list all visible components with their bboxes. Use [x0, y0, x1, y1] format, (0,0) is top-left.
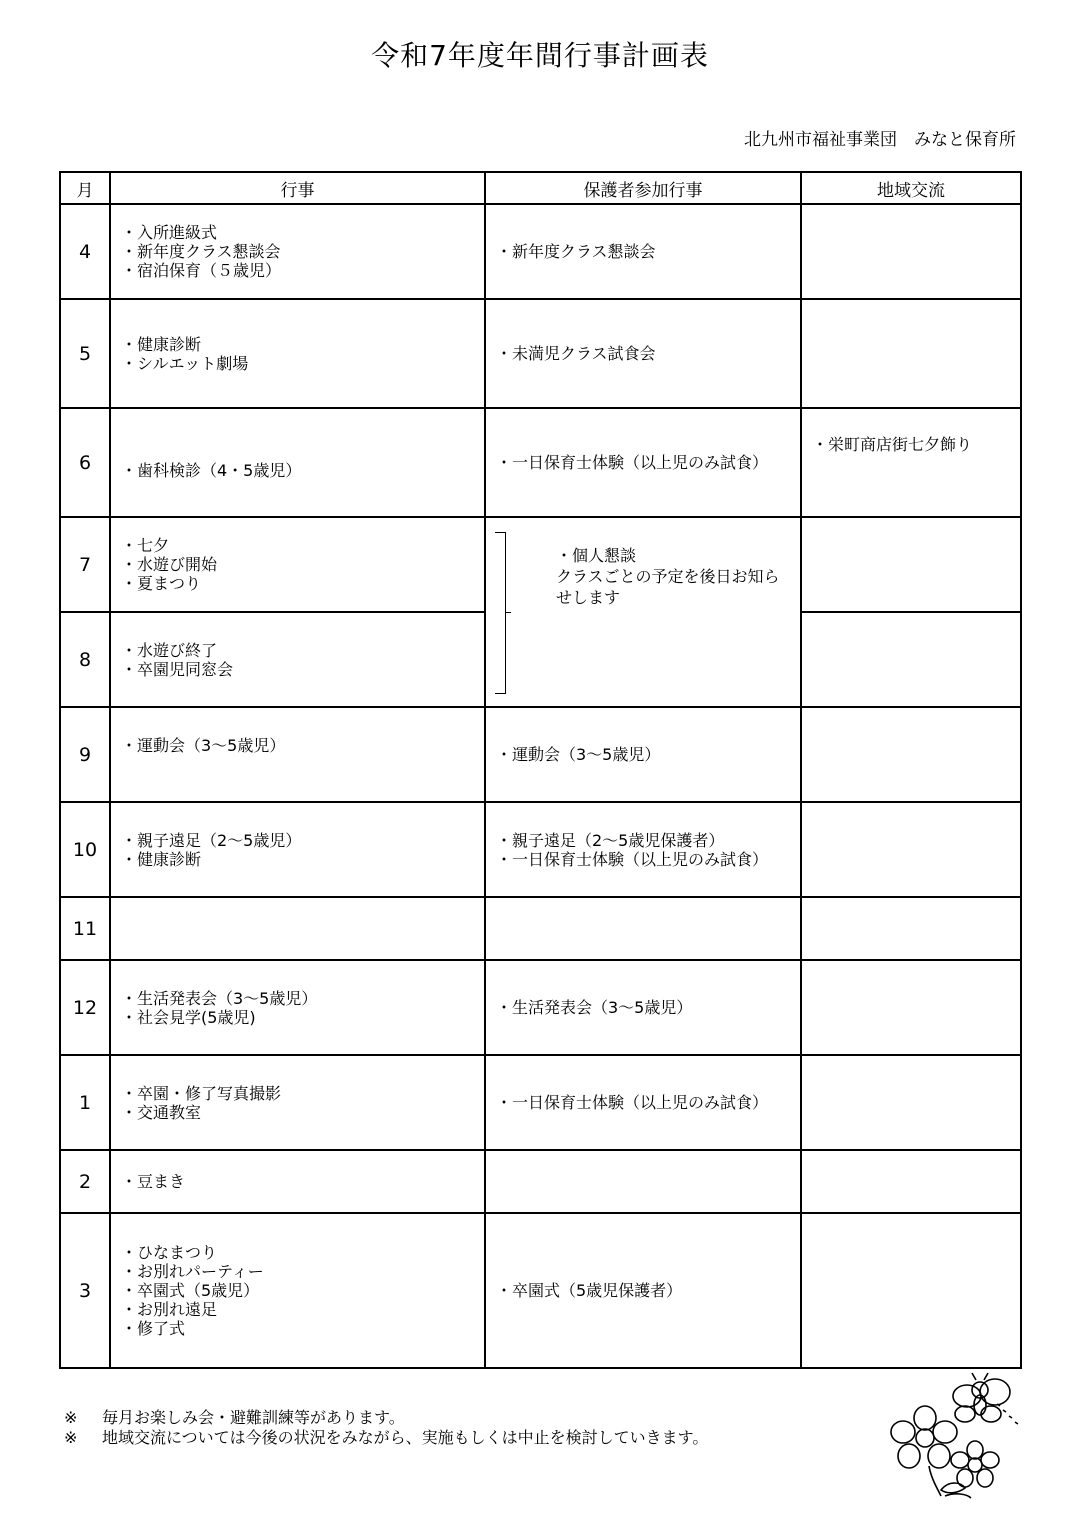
parent-events-cell: [485, 707, 801, 802]
event-item: ・歯科検診（4・5歳児）: [121, 461, 302, 480]
event-item: ・社会見学(5歳児): [121, 1007, 256, 1027]
parent-event-item: ・一日保育士体験（以上児のみ試食）: [496, 849, 769, 869]
event-item: ・シルエット劇場: [121, 353, 249, 373]
parent-events-cell: [485, 299, 801, 408]
month-cell: 10: [60, 802, 110, 897]
page-title: 令和7年度年間行事計画表: [371, 39, 709, 72]
flower-butterfly-illustration: [885, 1370, 1025, 1500]
events-cell: [110, 707, 485, 802]
event-item: ・運動会（3〜5歳児）: [121, 736, 286, 755]
event-item: ・水遊び開始: [121, 555, 218, 574]
month-cell: 9: [60, 707, 110, 802]
month-cell: 3: [60, 1213, 110, 1368]
parent-events-cell: [485, 1150, 801, 1213]
events-cell: [110, 1213, 485, 1368]
parent-events-cell: [485, 1055, 801, 1150]
event-item: ・卒園式（5歳児）: [121, 1281, 260, 1300]
community-cell: [801, 1055, 1021, 1150]
community-cell: [801, 960, 1021, 1055]
community-cell: [801, 517, 1021, 612]
event-item: ・入所進級式: [121, 223, 218, 242]
events-cell: [110, 960, 485, 1055]
note-mark: ※: [64, 1428, 78, 1447]
community-cell: [801, 1213, 1021, 1368]
footnotes: [64, 1408, 708, 1448]
community-cell: [801, 802, 1021, 897]
individual-meeting-block: [486, 518, 800, 706]
events-cell: [110, 408, 485, 517]
event-item: ・親子遠足（2〜5歳児）: [121, 830, 302, 850]
bracket-nub: [505, 612, 511, 613]
individual-meeting-line: クラスごとの予定を後日お知ら: [556, 567, 780, 586]
table-row: [60, 517, 1021, 612]
parent-events-cell: [485, 960, 801, 1055]
table-row: [60, 299, 1021, 408]
header-community: 地域交流: [801, 172, 1021, 204]
event-plan-table: [59, 171, 1022, 1369]
month-cell: 11: [60, 897, 110, 960]
events-cell: [110, 204, 485, 299]
events-cell: [110, 1150, 485, 1213]
events-cell: [110, 897, 485, 960]
community-cell: [801, 612, 1021, 707]
individual-meeting-line: せします: [556, 588, 621, 607]
month-cell: 6: [60, 408, 110, 517]
community-cell: [801, 707, 1021, 802]
events-cell: [110, 299, 485, 408]
parent-events-cell: [485, 204, 801, 299]
footnote: [64, 1408, 708, 1428]
parent-event-item: ・一日保育士体験（以上児のみ試食）: [496, 1093, 769, 1112]
event-item: ・卒園・修了写真撮影: [121, 1083, 282, 1103]
event-item: ・お別れ遠足: [121, 1300, 218, 1319]
note-text: 毎月お楽しみ会・避難訓練等があります。: [102, 1408, 405, 1427]
community-item: ・栄町商店街七夕飾り: [812, 435, 973, 454]
parent-event-item: ・卒園式（5歳児保護者）: [496, 1281, 683, 1300]
parent-event-item: ・親子遠足（2〜5歳児保護者）: [496, 830, 725, 850]
header-events: 行事: [110, 172, 485, 204]
table-row: [60, 960, 1021, 1055]
parent-events-cell: [485, 1213, 801, 1368]
organization-name: 北九州市福祉事業団 みなと保育所: [744, 130, 1016, 150]
community-cell: [801, 1150, 1021, 1213]
parent-events-cell: [485, 897, 801, 960]
parent-event-item: ・生活発表会（3〜5歳児）: [496, 998, 693, 1017]
individual-meeting-line: ・個人懇談: [556, 546, 637, 565]
event-item: ・健康診断: [121, 334, 202, 354]
note-mark: ※: [64, 1408, 78, 1427]
parent-event-item: ・新年度クラス懇談会: [496, 242, 656, 261]
parent-event-item: ・未満児クラス試食会: [496, 344, 656, 363]
month-cell: 8: [60, 612, 110, 707]
event-item: ・新年度クラス懇談会: [121, 242, 281, 261]
event-item: ・水遊び終了: [121, 640, 218, 660]
note-text: 地域交流については今後の状況をみながら、実施もしくは中止を検討していきます。: [102, 1428, 709, 1447]
month-cell: 2: [60, 1150, 110, 1213]
table-header-row: [60, 172, 1021, 204]
individual-meeting-text: [556, 545, 780, 608]
bracket-mark: [495, 532, 506, 694]
table-row: [60, 802, 1021, 897]
month-cell: 12: [60, 960, 110, 1055]
event-item: ・宿泊保育（５歳児）: [121, 261, 282, 280]
table-row: [60, 1213, 1021, 1368]
table-row: [60, 897, 1021, 960]
parent-events-cell: [485, 802, 801, 897]
event-item: ・七夕: [121, 536, 170, 555]
events-cell: [110, 802, 485, 897]
event-item: ・夏まつり: [121, 574, 202, 593]
events-cell: [110, 612, 485, 707]
events-cell: [110, 517, 485, 612]
parent-event-item: ・一日保育士体験（以上児のみ試食）: [496, 453, 769, 472]
header-month: 月: [60, 172, 110, 204]
parent-events-cell: [485, 517, 801, 707]
table-row: [60, 1055, 1021, 1150]
event-item: ・生活発表会（3〜5歳児）: [121, 988, 318, 1008]
event-item: ・ひなまつり: [121, 1243, 218, 1262]
table-row: [60, 1150, 1021, 1213]
community-cell: [801, 204, 1021, 299]
event-item: ・修了式: [121, 1319, 186, 1338]
parent-event-item: ・運動会（3〜5歳児）: [496, 745, 661, 764]
footnote: [64, 1428, 708, 1448]
event-item: ・お別れパーティー: [121, 1262, 264, 1281]
event-item: ・交通教室: [121, 1102, 202, 1122]
month-cell: 4: [60, 204, 110, 299]
community-cell: [801, 897, 1021, 960]
table-row: [60, 204, 1021, 299]
month-cell: 1: [60, 1055, 110, 1150]
community-cell: [801, 299, 1021, 408]
table-row: [60, 707, 1021, 802]
table-row: [60, 408, 1021, 517]
parent-events-cell: [485, 408, 801, 517]
header-parent-events: 保護者参加行事: [485, 172, 801, 204]
event-item: ・卒園児同窓会: [121, 659, 234, 679]
event-item: ・豆まき: [121, 1172, 186, 1191]
event-item: ・健康診断: [121, 849, 202, 869]
month-cell: 7: [60, 517, 110, 612]
events-cell: [110, 1055, 485, 1150]
community-cell: [801, 408, 1021, 517]
month-cell: 5: [60, 299, 110, 408]
